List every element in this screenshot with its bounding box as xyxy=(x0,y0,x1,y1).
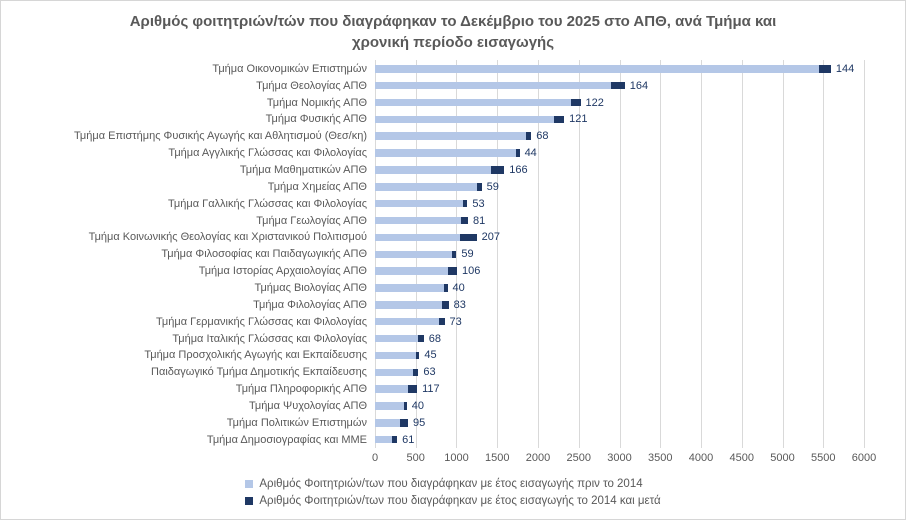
bar-row xyxy=(375,296,864,313)
category-label: Τμήμα Μαθηματικών ΑΠΘ xyxy=(239,163,367,176)
x-tick-1000: 1000 xyxy=(444,452,469,465)
bar-row xyxy=(375,347,864,364)
value-axis xyxy=(371,448,877,466)
data-label: 59 xyxy=(461,248,474,261)
bar-segment-before-2014 xyxy=(375,369,413,377)
chart-title-line2: χρονική περίοδο εισαγωγής xyxy=(351,33,554,51)
data-label: 121 xyxy=(569,113,588,126)
x-tick-500: 500 xyxy=(406,452,425,465)
bar-segment-before-2014 xyxy=(375,183,477,191)
category-label: Τμήμα Κοινωνικής Θεολογίας και Χριστανικού Πολιτισμού xyxy=(88,231,367,244)
data-label: 40 xyxy=(411,399,425,412)
data-label: 68 xyxy=(428,332,441,345)
bar-row xyxy=(375,313,864,330)
category-label: Τμήμα Ψυχολογίας ΑΠΘ xyxy=(248,399,367,412)
bar-row xyxy=(375,398,864,415)
bar-segment-2014-after xyxy=(448,267,457,275)
bar-segment-before-2014 xyxy=(375,166,491,174)
data-label: 45 xyxy=(424,349,437,362)
legend-swatch-before-2014-icon xyxy=(245,480,253,488)
bar-segment-before-2014 xyxy=(375,335,418,343)
data-label: 106 xyxy=(461,265,481,278)
bar-row xyxy=(375,111,864,128)
data-label: 95 xyxy=(412,416,426,429)
bar-row xyxy=(375,280,864,297)
bar-row xyxy=(375,195,864,212)
data-label: 63 xyxy=(423,366,436,379)
bar-segment-before-2014 xyxy=(375,402,404,410)
category-label: Τμήμα Πληροφορικής ΑΠΘ xyxy=(235,383,367,396)
data-label: 40 xyxy=(452,281,465,294)
bar-segment-2014-after xyxy=(439,318,445,326)
category-label: Τμήμα Ιταλικής Γλώσσας και Φιλολογίας xyxy=(172,332,367,345)
bar-row xyxy=(375,364,864,381)
bar-segment-2014-after xyxy=(477,183,482,191)
category-label: Τμήμα Οικονομικών Επιστημών xyxy=(212,62,367,75)
bar-row xyxy=(375,431,864,448)
category-label: Παιδαγωγικό Τμήμα Δημοτικής Εκπαίδευσης xyxy=(151,366,367,379)
bar-segment-2014-after xyxy=(526,132,532,140)
bar-segment-2014-after xyxy=(460,234,477,242)
data-label: 53 xyxy=(472,197,485,210)
category-label: Τμήμα Ιστορίας Αρχαιολογίας ΑΠΘ xyxy=(198,265,367,278)
bar-segment-before-2014 xyxy=(375,436,392,444)
legend xyxy=(1,475,905,510)
bar-segment-before-2014 xyxy=(375,99,571,107)
bar-segment-2014-after xyxy=(444,284,447,292)
bar-row xyxy=(375,246,864,263)
bar-segment-2014-after xyxy=(400,419,408,427)
category-label: Τμήμα Γαλλικής Γλώσσας και Φιλολογίας xyxy=(168,197,367,210)
bar-row xyxy=(375,229,864,246)
category-label: Τμήμα Γερμανικής Γλώσσας και Φιλολογίας xyxy=(156,315,367,328)
bar-row xyxy=(375,77,864,94)
data-label: 59 xyxy=(486,180,499,193)
legend-item-2014-after xyxy=(245,492,660,509)
chart-title-line1: Αριθμός φοιτητριών/τών που διαγράφηκαν το Δεκέμβριο του 2025 στο ΑΠΘ, ανά Τμήμα και xyxy=(129,13,777,30)
bar-segment-2014-after xyxy=(418,335,424,343)
x-tick-5000: 5000 xyxy=(770,452,795,465)
bar-segment-2014-after xyxy=(463,200,467,208)
x-tick-5500: 5500 xyxy=(811,452,836,465)
bar-row xyxy=(375,60,864,77)
bar-segment-2014-after xyxy=(819,65,831,73)
bar-segment-2014-after xyxy=(442,301,449,309)
bar-segment-2014-after xyxy=(554,116,564,124)
bar-segment-2014-after xyxy=(404,402,407,410)
bar-segment-before-2014 xyxy=(375,284,444,292)
x-tick-2500: 2500 xyxy=(566,452,591,465)
bar-segment-before-2014 xyxy=(375,419,400,427)
bar-segment-before-2014 xyxy=(375,132,526,140)
bar-segment-before-2014 xyxy=(375,116,554,124)
bar-segment-2014-after xyxy=(416,352,420,360)
bar-segment-2014-after xyxy=(571,99,581,107)
category-axis xyxy=(1,60,375,448)
category-label: Τμήμα Νομικής ΑΠΘ xyxy=(266,96,367,109)
x-tick-4500: 4500 xyxy=(729,452,754,465)
bar-segment-before-2014 xyxy=(375,200,463,208)
data-label: 207 xyxy=(481,231,500,244)
legend-item-before-2014 xyxy=(245,475,660,492)
bar-row xyxy=(375,330,864,347)
bar-row xyxy=(375,263,864,280)
category-label: Τμήμα Χημείας ΑΠΘ xyxy=(267,180,367,193)
bar-segment-before-2014 xyxy=(375,301,442,309)
data-label: 81 xyxy=(472,214,486,227)
data-label: 166 xyxy=(509,163,528,176)
data-label: 144 xyxy=(835,62,855,75)
bar-row xyxy=(375,414,864,431)
gridline-6000 xyxy=(864,60,865,448)
x-tick-0: 0 xyxy=(371,452,379,465)
bar-row xyxy=(375,212,864,229)
category-label: Τμήμα Θεολογίας ΑΠΘ xyxy=(256,79,367,92)
bar-segment-before-2014 xyxy=(375,318,439,326)
plot-area xyxy=(375,60,864,448)
data-label: 122 xyxy=(585,96,604,109)
bar-segment-2014-after xyxy=(461,217,468,225)
bar-row xyxy=(375,381,864,398)
bar-segment-2014-after xyxy=(413,369,418,377)
category-label: Τμήμα Φυσικής ΑΠΘ xyxy=(265,113,367,126)
legend-label-before-2014: Αριθμός Φοιτητριών/των που διαγράφηκαν με έτος εισαγωγής πριν το 2014 xyxy=(259,477,643,490)
bar-rows xyxy=(375,60,864,448)
plot-region xyxy=(1,60,905,448)
bar-segment-2014-after xyxy=(408,385,418,393)
bar-segment-before-2014 xyxy=(375,217,461,225)
category-label: Τμήμα Επιστήμης Φυσικής Αγωγής και Αθλητισμού (Θεσ/κη) xyxy=(74,130,367,143)
bar-segment-before-2014 xyxy=(375,234,460,242)
x-tick-1500: 1500 xyxy=(485,452,510,465)
bar-row xyxy=(375,162,864,179)
data-label: 164 xyxy=(629,79,649,92)
bar-segment-before-2014 xyxy=(375,251,452,259)
chart-title xyxy=(1,12,905,53)
category-label: Τμήμα Δημοσιογραφίας και ΜΜΕ xyxy=(206,433,367,446)
legend-label-2014-after: Αριθμός Φοιτητριών/των που διαγράφηκαν με έτος εισαγωγής το 2014 και μετά xyxy=(259,494,661,507)
category-label: Τμήμα Αγγλικής Γλώσσας και Φιλολογίας xyxy=(168,147,367,160)
bar-row xyxy=(375,145,864,162)
bar-segment-2014-after xyxy=(392,436,397,444)
x-tick-2000: 2000 xyxy=(525,452,551,465)
legend-swatch-2014-after-icon xyxy=(245,497,253,505)
data-label: 83 xyxy=(453,298,466,311)
bar-segment-2014-after xyxy=(491,166,505,174)
category-label: Τμήμα Πολιτικών Επιστημών xyxy=(226,416,367,429)
bar-segment-2014-after xyxy=(611,82,624,90)
bar-segment-before-2014 xyxy=(375,82,611,90)
category-label: Τμήμας Βιολογίας ΑΠΘ xyxy=(254,281,367,294)
bar-segment-before-2014 xyxy=(375,385,408,393)
bar-segment-before-2014 xyxy=(375,267,448,275)
data-label: 73 xyxy=(449,315,462,328)
data-label: 68 xyxy=(536,130,549,143)
bar-row xyxy=(375,128,864,145)
category-label: Τμήμα Φιλολογίας ΑΠΘ xyxy=(253,298,367,311)
data-label: 44 xyxy=(524,147,537,160)
bar-segment-before-2014 xyxy=(375,149,516,157)
x-tick-3500: 3500 xyxy=(648,452,673,465)
bar-row xyxy=(375,94,864,111)
bar-segment-before-2014 xyxy=(375,65,819,73)
x-tick-6000: 6000 xyxy=(851,452,877,465)
bar-row xyxy=(375,178,864,195)
bar-segment-before-2014 xyxy=(375,352,416,360)
category-label: Τμήμα Φιλοσοφίας και Παιδαγωγικής ΑΠΘ xyxy=(161,248,367,261)
x-tick-3000: 3000 xyxy=(607,452,632,465)
category-label: Τμήμα Προσχολικής Αγωγής και Εκπαίδευσης xyxy=(144,349,367,362)
data-label: 117 xyxy=(422,383,440,396)
data-label: 61 xyxy=(402,433,415,446)
bar-segment-2014-after xyxy=(452,251,457,259)
x-tick-4000: 4000 xyxy=(688,452,714,465)
category-label: Τμήμα Γεωλογίας ΑΠΘ xyxy=(256,214,367,227)
bar-segment-2014-after xyxy=(516,149,520,157)
